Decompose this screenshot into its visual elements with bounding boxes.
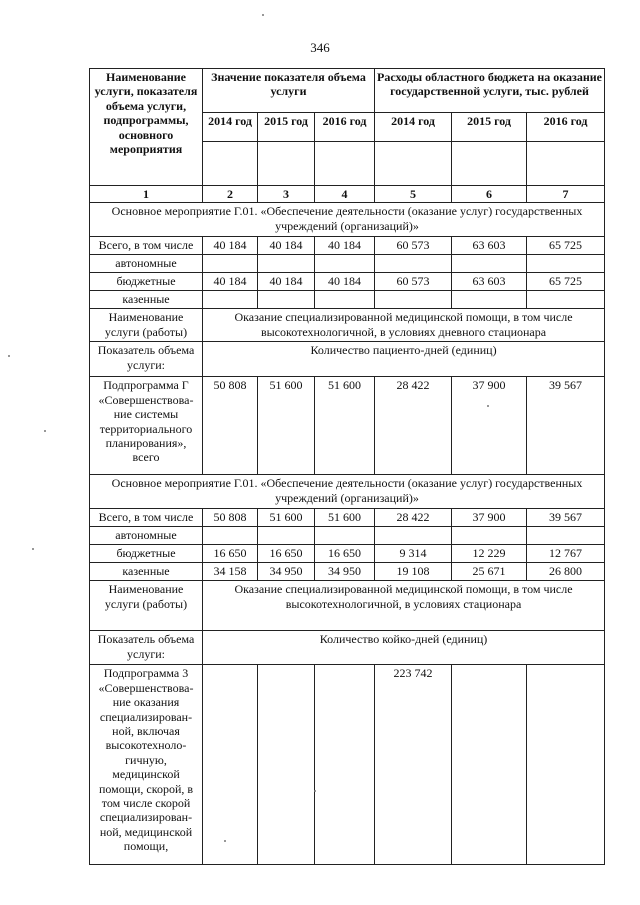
value-cell: 65 725 [527,237,605,255]
budget-table [89,68,605,865]
year-header: 2016 год [527,113,605,142]
value-cell [258,665,315,865]
subprogram-label: Подпрограмма Г «Совершенствова-ние системы территориального планирования», всего [90,377,203,475]
value-cell [315,527,375,545]
section-title: Основное мероприятие Г.01. «Обеспечение деятельности (оказание услуг) государственных учреждений (организаций)» [90,203,605,237]
indicator-label: Показатель объема услуги: [90,631,203,665]
row-label: бюджетные [90,545,203,563]
value-cell: 50 808 [203,509,258,527]
value-cell: 40 184 [203,237,258,255]
empty-cell [315,142,375,186]
table-row [90,255,605,273]
row-label: казенные [90,563,203,581]
page-number: 346 [310,40,330,55]
scan-speck [8,355,10,357]
scan-speck [32,548,34,550]
value-cell [375,291,452,309]
value-cell [258,291,315,309]
table-row [90,527,605,545]
table-row [90,509,605,527]
row-label: бюджетные [90,273,203,291]
row-label: Всего, в том числе [90,509,203,527]
scan-speck [262,14,264,16]
value-cell: 51 600 [258,377,315,475]
column-number: 5 [375,186,452,203]
value-cell [203,665,258,865]
value-cell: 65 725 [527,273,605,291]
empty-cell [203,142,258,186]
service-row [90,581,605,631]
scan-speck [487,405,489,407]
value-cell [315,291,375,309]
value-cell: 63 603 [452,273,527,291]
indicator-row [90,631,605,665]
value-cell: 9 314 [375,545,452,563]
value-cell: 16 650 [203,545,258,563]
column-number: 1 [90,186,203,203]
value-cell: 223 742 [375,665,452,865]
subprogram-label: Подпрограмма 3 «Совершенствова-ние оказания специализирован-ной, включая высокотехноло-гичную, медицинской помощи, скорой, в том числе скорой специализирован-ной, медицинской помощи, [90,665,203,865]
value-cell: 28 422 [375,377,452,475]
value-cell: 25 671 [452,563,527,581]
service-label: Наименование услуги (работы) [90,581,203,631]
table-row [90,563,605,581]
value-cell [527,665,605,865]
year-header: 2016 год [315,113,375,142]
row-label: казенные [90,291,203,309]
value-cell [452,255,527,273]
year-header: 2015 год [258,113,315,142]
subprogram-row [90,377,605,475]
year-header: 2014 год [375,113,452,142]
header-col1: Наименование услуги, показателя объема услуги, подпрограммы, основного мероприятия [90,69,203,186]
value-cell [258,255,315,273]
value-cell [452,291,527,309]
empty-cell [258,142,315,186]
value-cell: 26 800 [527,563,605,581]
value-cell: 40 184 [315,273,375,291]
value-cell: 34 158 [203,563,258,581]
column-number-row [90,186,605,203]
value-cell [527,291,605,309]
value-cell: 51 600 [315,377,375,475]
value-cell: 19 108 [375,563,452,581]
value-cell: 63 603 [452,237,527,255]
empty-cell [527,142,605,186]
scan-speck [224,840,226,842]
service-text: Оказание специализированной медицинской помощи, в том числе высокотехнологичной, в условиях дневного стационара [203,309,605,342]
empty-cell [452,142,527,186]
value-cell [203,291,258,309]
value-cell [375,527,452,545]
column-number: 7 [527,186,605,203]
value-cell [527,255,605,273]
value-cell: 51 600 [258,509,315,527]
value-cell: 50 808 [203,377,258,475]
value-cell: 16 650 [315,545,375,563]
value-cell: 39 567 [527,377,605,475]
value-cell: 60 573 [375,273,452,291]
indicator-text: Количество пациенто-дней (единиц) [203,342,605,377]
value-cell [203,527,258,545]
column-number: 3 [258,186,315,203]
row-label: Всего, в том числе [90,237,203,255]
year-header: 2014 год [203,113,258,142]
value-cell: 39 567 [527,509,605,527]
indicator-label: Показатель объема услуги: [90,342,203,377]
empty-cell [375,142,452,186]
value-cell: 37 900 [452,377,527,475]
value-cell: 40 184 [315,237,375,255]
value-cell: 37 900 [452,509,527,527]
header-budget-group: Расходы областного бюджета на оказание государственной услуги, тыс. рублей [375,69,605,113]
value-cell [315,255,375,273]
value-cell [452,665,527,865]
table-row [90,291,605,309]
value-cell [258,527,315,545]
header-row-1 [90,69,605,113]
subprogram-row [90,665,605,865]
column-number: 2 [203,186,258,203]
section-title-row [90,475,605,509]
column-number: 4 [315,186,375,203]
scan-speck [44,430,46,432]
value-cell: 28 422 [375,509,452,527]
table-row [90,237,605,255]
value-cell: 12 767 [527,545,605,563]
value-cell [452,527,527,545]
value-cell: 40 184 [258,273,315,291]
value-cell [527,527,605,545]
value-cell: 40 184 [258,237,315,255]
service-row [90,309,605,342]
scan-speck [314,790,316,792]
section-title: Основное мероприятие Г.01. «Обеспечение деятельности (оказание услуг) государственных учреждений (организаций)» [90,475,605,509]
row-label: автономные [90,527,203,545]
table-row [90,273,605,291]
service-text: Оказание специализированной медицинской помощи, в том числе высокотехнологичной, в условиях стационара [203,581,605,631]
service-label: Наименование услуги (работы) [90,309,203,342]
value-cell: 34 950 [315,563,375,581]
row-label: автономные [90,255,203,273]
value-cell [375,255,452,273]
column-number: 6 [452,186,527,203]
table-row [90,545,605,563]
value-cell: 34 950 [258,563,315,581]
value-cell: 12 229 [452,545,527,563]
value-cell [315,665,375,865]
section-title-row [90,203,605,237]
value-cell [203,255,258,273]
value-cell: 40 184 [203,273,258,291]
year-header: 2015 год [452,113,527,142]
indicator-text: Количество койко-дней (единиц) [203,631,605,665]
indicator-row [90,342,605,377]
header-volume-group: Значение показателя объема услуги [203,69,375,113]
value-cell: 16 650 [258,545,315,563]
value-cell: 51 600 [315,509,375,527]
value-cell: 60 573 [375,237,452,255]
